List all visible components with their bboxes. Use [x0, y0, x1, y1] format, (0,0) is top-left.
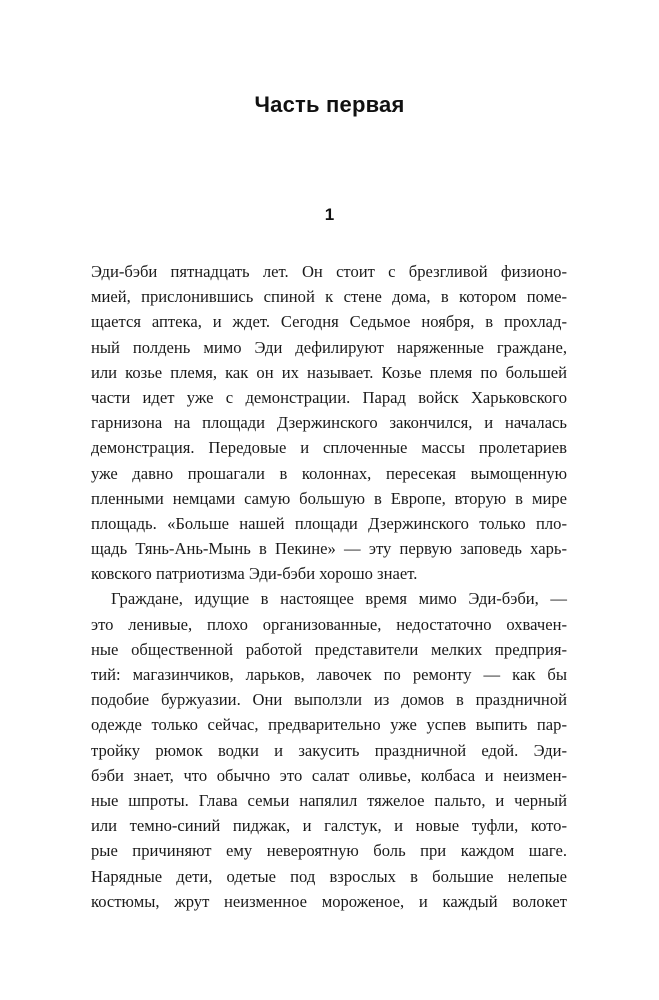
text-line: Граждане, идущие в настоящее время мимо Эди-бэби, —: [111, 589, 567, 609]
text-line: подобие буржуазии. Они выползли из домов в праздничной: [91, 690, 567, 710]
text-line: площадь. «Больше нашей площади Дзержинского только пло-: [91, 513, 567, 533]
text-line: бэби знает, что обычно это салат оливье, колбаса и неизмен-: [91, 765, 567, 785]
text-line: ковского патриотизма Эди-бэби хорошо знает.: [91, 564, 418, 584]
text-line: ные шпроты. Глава семьи напялил тяжелое пальто, и черный: [91, 790, 567, 810]
text-line: щадь Тянь-Ань-Мынь в Пекине» — эту первую заповедь харь-: [91, 539, 567, 559]
text-line: мией, прислонившись спиной к стене дома, в котором поме-: [91, 287, 567, 307]
part-title: Часть первая: [254, 92, 405, 117]
text-line: Эди-бэби пятнадцать лет. Он стоит с брезгливой физионо-: [91, 262, 567, 281]
text-line: тий: магазинчиков, ларьков, лавочек по ремонту — как бы: [91, 665, 567, 684]
text-line: гарнизона на площади Дзержинского закончился, и началась: [91, 413, 567, 433]
text-line: демонстрация. Передовые и сплоченные массы пролетариев: [91, 438, 567, 458]
text-line: щается аптека, и ждет. Сегодня Седьмое ноября, в прохлад-: [91, 312, 567, 332]
chapter-number: 1: [324, 205, 335, 224]
text-line: рые причиняют ему невероятную боль при каждом шаге.: [91, 841, 567, 861]
text-line: тройку рюмок водки и закусить праздничной едой. Эди-: [91, 740, 567, 760]
text-line: ный полдень мимо Эди дефилируют наряженные граждане,: [91, 337, 567, 357]
text-line: пленными немцами самую большую в Европе, вторую в мире: [91, 488, 567, 508]
text-line: или темно-синий пиджак, и галстук, и новые туфли, кото-: [91, 816, 567, 836]
text-line: или козье племя, как он их называет. Козье племя по большей: [91, 362, 567, 382]
text-line: ные общественной работой представители мелких предприя-: [91, 639, 567, 659]
text-line: уже давно прошагали в колоннах, пересекая вымощенную: [91, 463, 567, 483]
text-line: костюмы, жрут неизменное мороженое, и каждый волокет: [91, 891, 567, 911]
text-line: это ленивые, плохо организованные, недостаточно охвачен-: [91, 614, 567, 634]
text-line: части идет уже с демонстрации. Парад войск Харьковского: [91, 387, 567, 407]
body-text: [91, 259, 567, 914]
text-line: одежде только сейчас, предварительно уже успев выпить пар-: [91, 715, 567, 735]
text-line: Нарядные дети, одетые под взрослых в большие нелепые: [91, 866, 567, 886]
